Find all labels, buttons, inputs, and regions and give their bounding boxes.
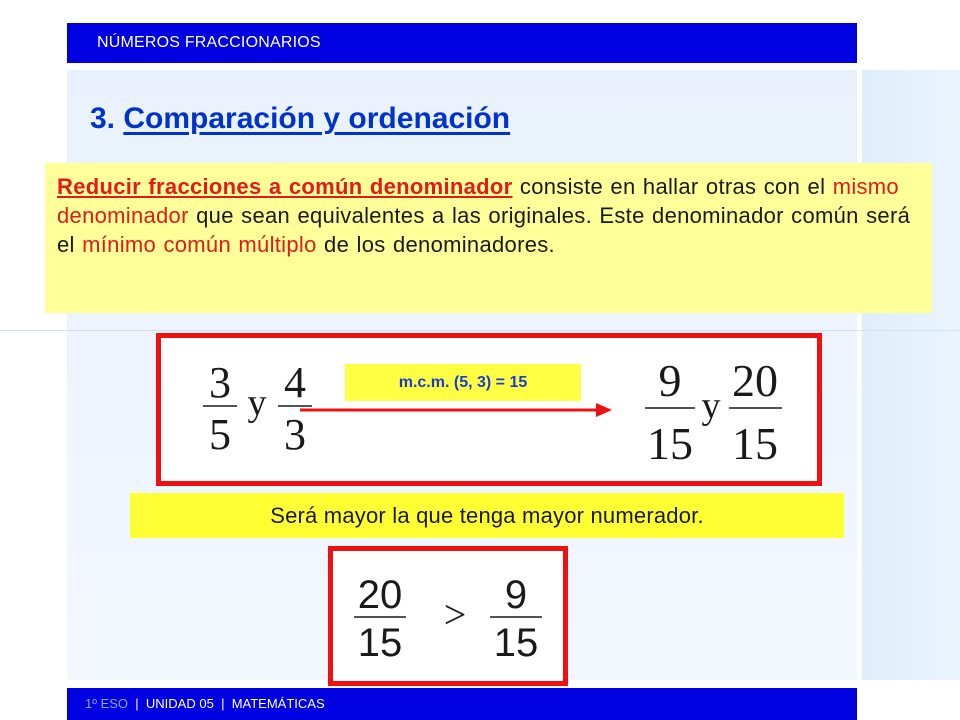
- definition-highlight-1: mismo denominador: [57, 174, 899, 228]
- connector-y-1: y: [247, 382, 267, 424]
- comparison-fractions: [340, 568, 560, 668]
- cmp-right-numerator: 9: [504, 573, 528, 617]
- footer-separator-2: |: [221, 696, 225, 711]
- cmp-left-numerator: 20: [357, 573, 403, 617]
- res-b-numerator: 20: [732, 355, 778, 406]
- frac-a-numerator: 3: [209, 358, 231, 407]
- header-bar: [67, 23, 857, 63]
- conclusion-banner: Será mayor la que tenga mayor numerador.: [130, 493, 844, 538]
- transform-arrow: [300, 402, 620, 422]
- definition-text-1: consiste en hallar otras con el: [512, 174, 833, 199]
- footer-unit: UNIDAD 05: [145, 696, 214, 711]
- divider-line: [0, 330, 960, 331]
- definition-highlight-2: mínimo común múltiplo: [82, 232, 317, 257]
- section-title-text: Comparación y ordenación: [123, 102, 511, 135]
- res-a-numerator: 9: [658, 355, 682, 406]
- definition-box: [45, 163, 932, 313]
- frac-a-denominator: 5: [209, 410, 231, 459]
- definition-text-3: de los denominadores.: [316, 232, 555, 257]
- cmp-right-denominator: 15: [493, 621, 539, 665]
- greater-than-symbol: >: [443, 592, 467, 637]
- definition-term: Reducir fracciones a común denominador: [57, 174, 513, 199]
- section-title: [90, 102, 510, 136]
- footer-separator-1: |: [135, 696, 139, 711]
- connector-y-2: y: [701, 385, 721, 427]
- frac-b-numerator: 4: [284, 358, 306, 407]
- section-number: 3.: [90, 102, 116, 135]
- footer-bar: [67, 688, 857, 720]
- header-title: NÚMEROS FRACCIONARIOS: [97, 34, 321, 51]
- lcm-label: m.c.m. (5, 3) = 15: [345, 364, 581, 401]
- res-a-denominator: 15: [647, 418, 693, 469]
- footer-course: 1º ESO: [85, 696, 129, 711]
- footer-subject: MATEMÁTICAS: [231, 696, 325, 711]
- equivalent-fractions: [640, 352, 800, 469]
- frac-b-denominator: 3: [284, 410, 306, 459]
- right-panel-background: [862, 70, 960, 680]
- definition-text-2: que sean equivalentes a las originales. Este denominador común será el: [57, 203, 911, 257]
- cmp-left-denominator: 15: [357, 621, 403, 665]
- res-b-denominator: 15: [732, 418, 778, 469]
